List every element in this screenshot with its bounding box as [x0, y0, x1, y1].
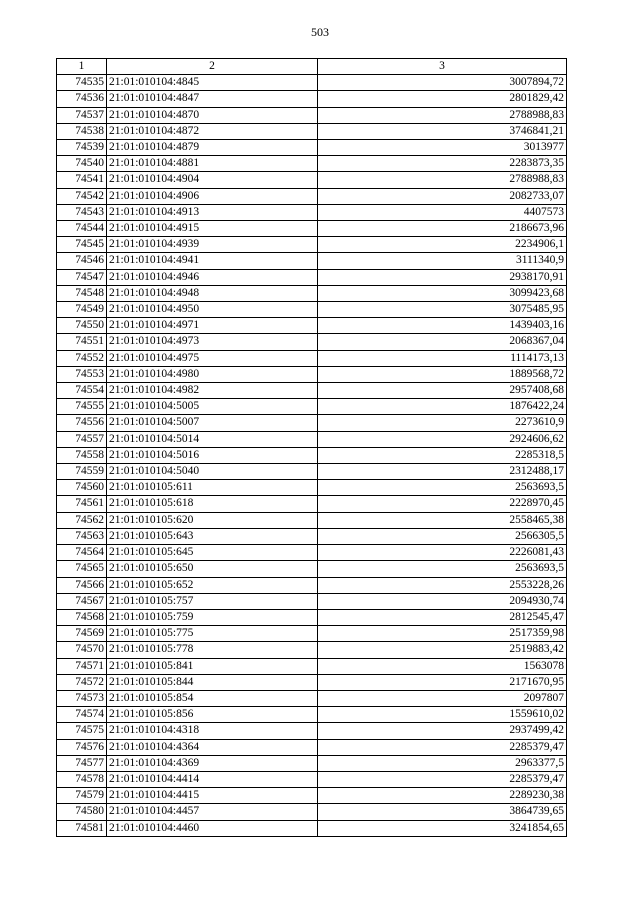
row-number-cell: 74552 — [57, 350, 107, 366]
table-row — [57, 626, 567, 642]
value-cell: 2171670,95 — [318, 674, 567, 690]
table-row — [57, 156, 567, 172]
value-cell: 2937499,42 — [318, 723, 567, 739]
table-row — [57, 221, 567, 237]
row-number-cell: 74569 — [57, 626, 107, 642]
value-cell: 2068367,04 — [318, 334, 567, 350]
cadastral-value-table — [56, 58, 567, 837]
table-row — [57, 674, 567, 690]
value-cell: 2519883,42 — [318, 642, 567, 658]
cadastral-number-cell: 21:01:010105:645 — [107, 545, 318, 561]
value-cell: 2283873,35 — [318, 156, 567, 172]
cadastral-number-cell: 21:01:010104:4975 — [107, 350, 318, 366]
value-cell: 2285318,5 — [318, 447, 567, 463]
table-row — [57, 253, 567, 269]
value-cell: 3075485,95 — [318, 302, 567, 318]
cadastral-number-cell: 21:01:010105:652 — [107, 577, 318, 593]
cadastral-number-cell: 21:01:010104:4870 — [107, 107, 318, 123]
table-row — [57, 188, 567, 204]
row-number-cell: 74572 — [57, 674, 107, 690]
table-row — [57, 318, 567, 334]
row-number-cell: 74562 — [57, 512, 107, 528]
table-row — [57, 415, 567, 431]
table-header-row — [57, 59, 567, 75]
table-row — [57, 107, 567, 123]
table-row — [57, 480, 567, 496]
cadastral-number-cell: 21:01:010104:4904 — [107, 172, 318, 188]
value-cell: 2285379,47 — [318, 739, 567, 755]
table-row — [57, 237, 567, 253]
row-number-cell: 74550 — [57, 318, 107, 334]
cadastral-number-cell: 21:01:010104:4318 — [107, 723, 318, 739]
column-header-cadastral-number: 2 — [107, 59, 318, 75]
cadastral-number-cell: 21:01:010104:4460 — [107, 820, 318, 836]
cadastral-number-cell: 21:01:010104:4950 — [107, 302, 318, 318]
table-row — [57, 91, 567, 107]
value-cell: 2517359,98 — [318, 626, 567, 642]
value-cell: 4407573 — [318, 204, 567, 220]
cadastral-number-cell: 21:01:010105:844 — [107, 674, 318, 690]
row-number-cell: 74581 — [57, 820, 107, 836]
table-row — [57, 820, 567, 836]
row-number-cell: 74537 — [57, 107, 107, 123]
row-number-cell: 74557 — [57, 431, 107, 447]
row-number-cell: 74568 — [57, 609, 107, 625]
table-row — [57, 431, 567, 447]
table-row — [57, 561, 567, 577]
cadastral-number-cell: 21:01:010104:4872 — [107, 123, 318, 139]
column-header-value: 3 — [318, 59, 567, 75]
value-cell: 2228970,45 — [318, 496, 567, 512]
cadastral-number-cell: 21:01:010104:4845 — [107, 75, 318, 91]
cadastral-number-cell: 21:01:010104:4457 — [107, 804, 318, 820]
value-cell: 3111340,9 — [318, 253, 567, 269]
value-cell: 2082733,07 — [318, 188, 567, 204]
value-cell: 2558465,38 — [318, 512, 567, 528]
table-row — [57, 334, 567, 350]
table-row — [57, 528, 567, 544]
row-number-cell: 74555 — [57, 399, 107, 415]
table-row — [57, 577, 567, 593]
value-cell: 2226081,43 — [318, 545, 567, 561]
cadastral-number-cell: 21:01:010104:5007 — [107, 415, 318, 431]
page-number: 503 — [311, 25, 329, 39]
table-row — [57, 593, 567, 609]
row-number-cell: 74539 — [57, 140, 107, 156]
cadastral-number-cell: 21:01:010105:618 — [107, 496, 318, 512]
table-row — [57, 771, 567, 787]
value-cell: 2566305,5 — [318, 528, 567, 544]
table-row — [57, 399, 567, 415]
table-row — [57, 512, 567, 528]
cadastral-number-cell: 21:01:010104:4879 — [107, 140, 318, 156]
row-number-cell: 74540 — [57, 156, 107, 172]
table-row — [57, 496, 567, 512]
table-row — [57, 285, 567, 301]
value-cell: 2094930,74 — [318, 593, 567, 609]
cadastral-number-cell: 21:01:010104:4948 — [107, 285, 318, 301]
value-cell: 2788988,83 — [318, 172, 567, 188]
table-row — [57, 723, 567, 739]
cadastral-number-cell: 21:01:010105:856 — [107, 707, 318, 723]
table-row — [57, 739, 567, 755]
table-row — [57, 788, 567, 804]
cadastral-number-cell: 21:01:010104:4941 — [107, 253, 318, 269]
row-number-cell: 74545 — [57, 237, 107, 253]
row-number-cell: 74578 — [57, 771, 107, 787]
row-number-cell: 74547 — [57, 269, 107, 285]
cadastral-number-cell: 21:01:010104:4946 — [107, 269, 318, 285]
row-number-cell: 74543 — [57, 204, 107, 220]
value-cell: 3746841,21 — [318, 123, 567, 139]
value-cell: 2924606,62 — [318, 431, 567, 447]
table-row — [57, 383, 567, 399]
value-cell: 2312488,17 — [318, 464, 567, 480]
cadastral-number-cell: 21:01:010105:854 — [107, 690, 318, 706]
table-row — [57, 366, 567, 382]
table-row — [57, 464, 567, 480]
row-number-cell: 74563 — [57, 528, 107, 544]
value-cell: 2553228,26 — [318, 577, 567, 593]
value-cell: 1563078 — [318, 658, 567, 674]
cadastral-number-cell: 21:01:010104:4971 — [107, 318, 318, 334]
cadastral-number-cell: 21:01:010104:4414 — [107, 771, 318, 787]
value-cell: 2289230,38 — [318, 788, 567, 804]
table-body — [57, 75, 567, 837]
value-cell: 2097807 — [318, 690, 567, 706]
table-row — [57, 545, 567, 561]
row-number-cell: 74574 — [57, 707, 107, 723]
table-row — [57, 707, 567, 723]
value-cell: 2234906,1 — [318, 237, 567, 253]
row-number-cell: 74544 — [57, 221, 107, 237]
value-cell: 1559610,02 — [318, 707, 567, 723]
row-number-cell: 74579 — [57, 788, 107, 804]
row-number-cell: 74565 — [57, 561, 107, 577]
value-cell: 2963377,5 — [318, 755, 567, 771]
table-row — [57, 123, 567, 139]
cadastral-number-cell: 21:01:010104:4913 — [107, 204, 318, 220]
table-row — [57, 690, 567, 706]
cadastral-number-cell: 21:01:010105:620 — [107, 512, 318, 528]
value-cell: 2186673,96 — [318, 221, 567, 237]
value-cell: 2788988,83 — [318, 107, 567, 123]
cadastral-number-cell: 21:01:010104:4415 — [107, 788, 318, 804]
row-number-cell: 74538 — [57, 123, 107, 139]
row-number-cell: 74560 — [57, 480, 107, 496]
value-cell: 1114173,13 — [318, 350, 567, 366]
row-number-cell: 74536 — [57, 91, 107, 107]
row-number-cell: 74542 — [57, 188, 107, 204]
row-number-cell: 74577 — [57, 755, 107, 771]
row-number-cell: 74567 — [57, 593, 107, 609]
row-number-cell: 74558 — [57, 447, 107, 463]
cadastral-number-cell: 21:01:010105:841 — [107, 658, 318, 674]
row-number-cell: 74580 — [57, 804, 107, 820]
row-number-cell: 74546 — [57, 253, 107, 269]
cadastral-number-cell: 21:01:010105:759 — [107, 609, 318, 625]
value-cell: 1439403,16 — [318, 318, 567, 334]
table-row — [57, 172, 567, 188]
row-number-cell: 74561 — [57, 496, 107, 512]
value-cell: 2273610,9 — [318, 415, 567, 431]
cadastral-number-cell: 21:01:010104:4906 — [107, 188, 318, 204]
cadastral-number-cell: 21:01:010104:4369 — [107, 755, 318, 771]
value-cell: 1889568,72 — [318, 366, 567, 382]
value-cell: 3007894,72 — [318, 75, 567, 91]
value-cell: 2801829,42 — [318, 91, 567, 107]
cadastral-number-cell: 21:01:010104:5016 — [107, 447, 318, 463]
row-number-cell: 74548 — [57, 285, 107, 301]
row-number-cell: 74575 — [57, 723, 107, 739]
cadastral-number-cell: 21:01:010105:611 — [107, 480, 318, 496]
row-number-cell: 74535 — [57, 75, 107, 91]
table-row — [57, 609, 567, 625]
value-cell: 3099423,68 — [318, 285, 567, 301]
cadastral-number-cell: 21:01:010104:4982 — [107, 383, 318, 399]
column-header-row-number: 1 — [57, 59, 107, 75]
cadastral-number-cell: 21:01:010104:4364 — [107, 739, 318, 755]
cadastral-number-cell: 21:01:010104:4973 — [107, 334, 318, 350]
row-number-cell: 74564 — [57, 545, 107, 561]
cadastral-number-cell: 21:01:010105:775 — [107, 626, 318, 642]
value-cell: 3241854,65 — [318, 820, 567, 836]
table-row — [57, 75, 567, 91]
row-number-cell: 74554 — [57, 383, 107, 399]
row-number-cell: 74549 — [57, 302, 107, 318]
table-row — [57, 642, 567, 658]
cadastral-number-cell: 21:01:010104:5040 — [107, 464, 318, 480]
value-cell: 3013977 — [318, 140, 567, 156]
row-number-cell: 74571 — [57, 658, 107, 674]
value-cell: 1876422,24 — [318, 399, 567, 415]
cadastral-number-cell: 21:01:010105:643 — [107, 528, 318, 544]
cadastral-number-cell: 21:01:010104:4915 — [107, 221, 318, 237]
table-row — [57, 269, 567, 285]
row-number-cell: 74556 — [57, 415, 107, 431]
value-cell: 2938170,91 — [318, 269, 567, 285]
table-row — [57, 447, 567, 463]
row-number-cell: 74551 — [57, 334, 107, 350]
value-cell: 2957408,68 — [318, 383, 567, 399]
row-number-cell: 74541 — [57, 172, 107, 188]
cadastral-number-cell: 21:01:010104:4939 — [107, 237, 318, 253]
cadastral-number-cell: 21:01:010105:757 — [107, 593, 318, 609]
row-number-cell: 74566 — [57, 577, 107, 593]
cadastral-number-cell: 21:01:010104:4881 — [107, 156, 318, 172]
value-cell: 3864739,65 — [318, 804, 567, 820]
value-cell: 2812545,47 — [318, 609, 567, 625]
table-row — [57, 140, 567, 156]
value-cell: 2285379,47 — [318, 771, 567, 787]
cadastral-number-cell: 21:01:010104:5014 — [107, 431, 318, 447]
cadastral-number-cell: 21:01:010104:4847 — [107, 91, 318, 107]
table-row — [57, 804, 567, 820]
row-number-cell: 74570 — [57, 642, 107, 658]
value-cell: 2563693,5 — [318, 480, 567, 496]
table-row — [57, 658, 567, 674]
table-row — [57, 350, 567, 366]
cadastral-number-cell: 21:01:010105:650 — [107, 561, 318, 577]
row-number-cell: 74573 — [57, 690, 107, 706]
row-number-cell: 74553 — [57, 366, 107, 382]
row-number-cell: 74559 — [57, 464, 107, 480]
table-row — [57, 204, 567, 220]
cadastral-number-cell: 21:01:010104:5005 — [107, 399, 318, 415]
table-row — [57, 755, 567, 771]
cadastral-number-cell: 21:01:010104:4980 — [107, 366, 318, 382]
cadastral-number-cell: 21:01:010105:778 — [107, 642, 318, 658]
value-cell: 2563693,5 — [318, 561, 567, 577]
row-number-cell: 74576 — [57, 739, 107, 755]
table-row — [57, 302, 567, 318]
